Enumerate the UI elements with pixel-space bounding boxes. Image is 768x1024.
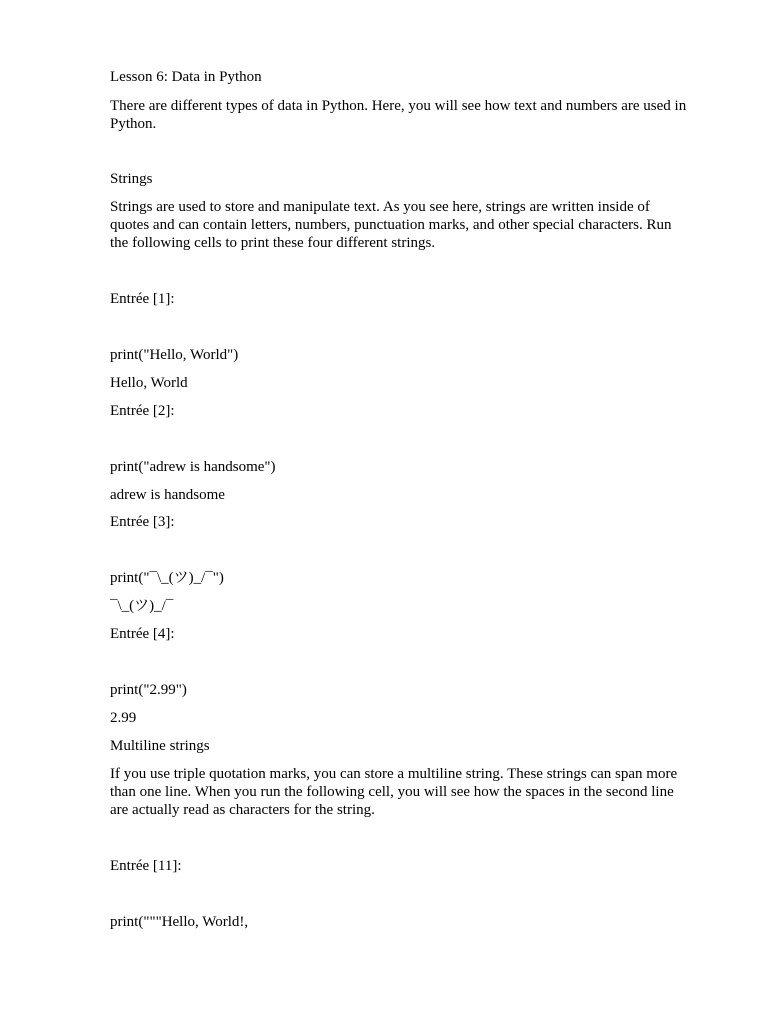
multiline-paragraph: If you use triple quotation marks, you can store a multiline string. These strings can span more than one line. When you run the following cell, you will see how the spaces in the second line are actually read as characters for the string. [110, 766, 681, 818]
cell-prompt-2: Entrée [2]: [110, 403, 175, 419]
cell-output-4: 2.99 [110, 710, 137, 726]
cell-code-4: print("2.99") [110, 682, 187, 698]
multiline-heading: Multiline strings [110, 738, 210, 754]
strings-paragraph: Strings are used to store and manipulate text. As you see here, strings are written inside of quotes and can contain letters, numbers, punctuation marks, and other special characters. Run the following cells to print these four different strings. [110, 199, 676, 251]
cell-prompt-4: Entrée [4]: [110, 626, 175, 642]
cell-output-1: Hello, World [110, 375, 188, 391]
cell-prompt-3: Entrée [3]: [110, 514, 175, 530]
cell-code-1: print("Hello, World") [110, 347, 239, 363]
cell-output-3: ¯\_(ツ)_/¯ [110, 598, 174, 614]
cell-output-2: adrew is handsome [110, 487, 225, 503]
cell-code-2: print("adrew is handsome") [110, 459, 276, 475]
cell-code-3: print("¯\_(ツ)_/¯") [110, 570, 224, 586]
cell-prompt-1: Entrée [1]: [110, 291, 175, 307]
cell-prompt-11: Entrée [11]: [110, 858, 182, 874]
lesson-title: Lesson 6: Data in Python [110, 69, 262, 85]
intro-paragraph: There are different types of data in Python. Here, you will see how text and numbers are used in Python. [110, 98, 690, 132]
cell-code-11: print("""Hello, World!, [110, 914, 249, 930]
strings-heading: Strings [110, 171, 153, 187]
